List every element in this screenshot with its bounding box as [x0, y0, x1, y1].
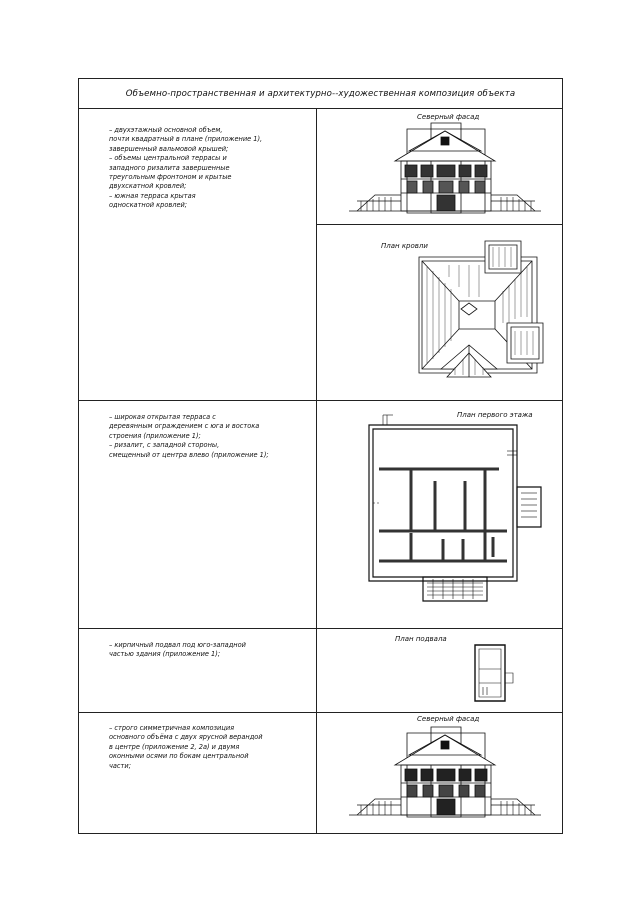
drawing-divider	[317, 224, 562, 225]
description-cell	[79, 629, 317, 712]
drawing-cell	[317, 713, 562, 833]
first-floor-plan-drawing	[367, 411, 551, 621]
description-line: – ризалит, с западной стороны,	[109, 441, 220, 450]
basement-plan-drawing	[473, 643, 517, 705]
table-row	[79, 629, 562, 713]
description-line: оконными осями по бокам центральной	[109, 752, 249, 761]
drawing-label: Северный фасад	[417, 715, 480, 723]
description-line: деревянным ограждением с юга и востока	[109, 422, 260, 431]
description-line: – широкая открытая терраса с	[109, 413, 216, 421]
description-line: треугольным фронтоном и крытые	[109, 173, 232, 182]
description-line: – объемы центральной террасы и	[109, 154, 227, 163]
description-line: – южная терраса крытая	[109, 191, 196, 200]
description-line: – строго симметричная композиция	[109, 724, 235, 732]
description-line: основного объёма с двух ярусной верандой	[109, 733, 263, 742]
table-title: Объемно-пространственная и архитектурно--художественная композиция объекта	[125, 88, 516, 99]
description-line: части;	[109, 761, 131, 770]
description-text	[109, 641, 305, 660]
description-text	[109, 413, 305, 460]
description-line: смещенный от центра влево (приложение 1);	[109, 450, 269, 459]
drawing-label: План первого этажа	[457, 411, 533, 419]
table-row	[79, 713, 562, 833]
table-row	[79, 401, 562, 629]
description-line: почти квадратный в плане (приложение 1),	[109, 135, 263, 144]
description-line: строения (приложение 1);	[109, 431, 201, 440]
table-row	[79, 109, 562, 401]
description-cell	[79, 401, 317, 628]
document-table	[78, 78, 563, 834]
description-text	[109, 126, 305, 211]
description-line: односкатной кровлей;	[109, 201, 188, 210]
drawing-cell	[317, 401, 562, 628]
drawing-label: Северный фасад	[417, 113, 480, 121]
description-line: двухскатной кровлей;	[109, 182, 187, 191]
drawing-cell	[317, 109, 562, 400]
roof-plan-drawing	[419, 237, 545, 383]
description-line: западного ризалита завершенные	[109, 163, 230, 172]
description-cell	[79, 713, 317, 833]
description-line: в центре (приложение 2, 2а) и двумя	[109, 742, 240, 751]
description-line: – кирпичный подвал под юго-западной	[109, 641, 246, 649]
drawing-label: План кровли	[381, 242, 428, 250]
description-line: частью здания (приложение 1);	[109, 650, 221, 659]
description-cell	[79, 109, 317, 400]
description-line: – двухэтажный основной объем,	[109, 126, 223, 134]
description-line: завершенный вальмовой крышей;	[109, 144, 229, 153]
drawing-cell	[317, 629, 562, 712]
north-facade-drawing	[345, 121, 545, 221]
table-title-row	[79, 79, 562, 109]
north-facade-drawing	[345, 725, 545, 825]
drawing-label: План подвала	[395, 635, 447, 643]
description-text	[109, 724, 305, 771]
